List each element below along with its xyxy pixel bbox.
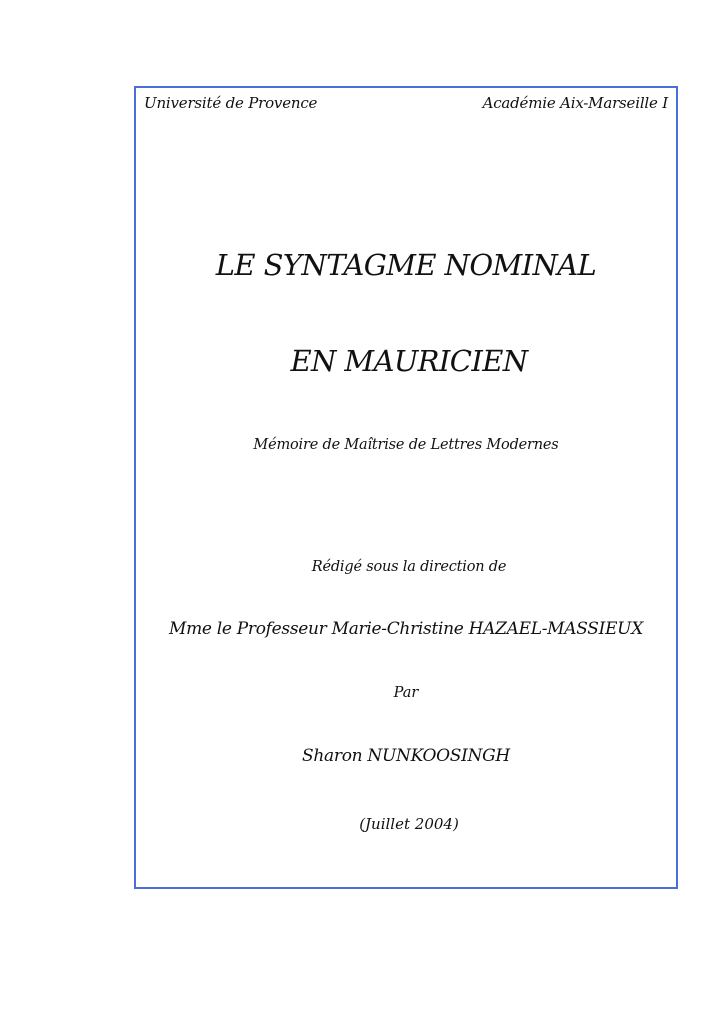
thesis-title-line-2: EN MAURICIEN (290, 344, 528, 378)
degree-subtitle: Mémoire de Maîtrise de Lettres Modernes (253, 437, 559, 453)
academy-name: Académie Aix-Marseille I (482, 94, 668, 112)
university-name: Université de Provence (144, 94, 318, 112)
thesis-title-line-1: LE SYNTAGME NOMINAL (215, 248, 597, 282)
direction-text: Rédigé sous la direction de (311, 559, 507, 575)
by-text: Par (393, 685, 419, 701)
title-page-frame (134, 86, 678, 889)
submission-date: (Juillet 2004) (359, 815, 459, 833)
page-header (144, 94, 668, 112)
supervisor-name: Mme le Professeur Marie-Christine HAZAEL-MASSIEUX (168, 619, 644, 639)
author-name: Sharon NUNKOOSINGH (302, 746, 510, 766)
